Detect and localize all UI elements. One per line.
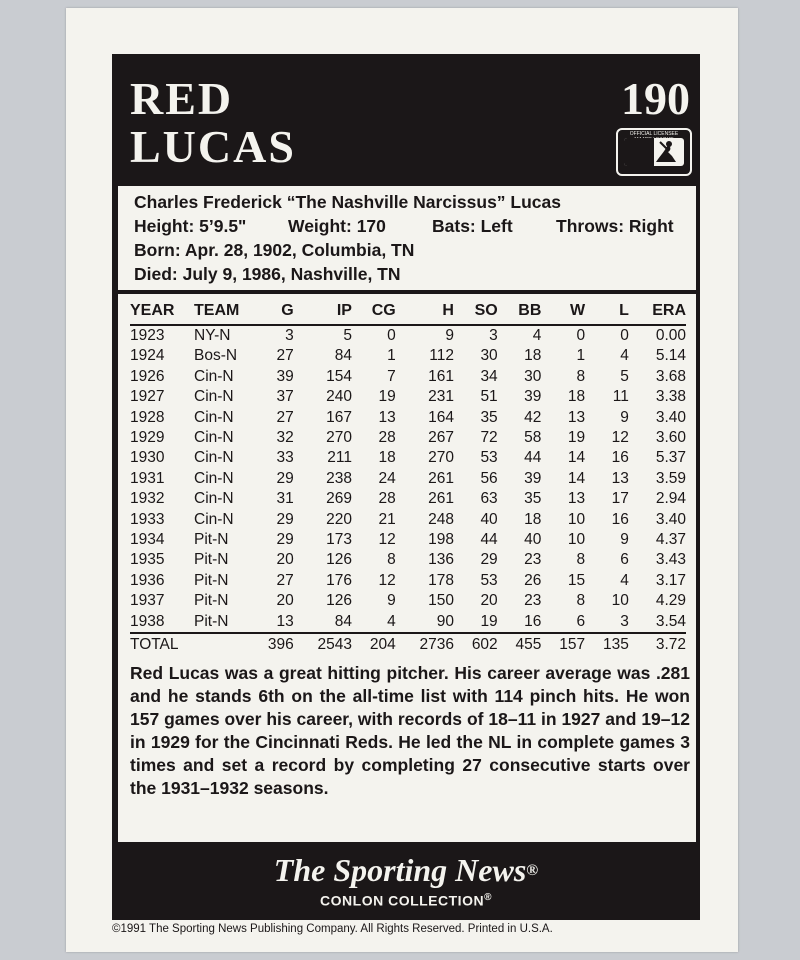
- stat-cell-so: 30: [480, 347, 498, 365]
- stat-cell-team: Cin-N: [194, 449, 234, 467]
- total-cell-so: 602: [454, 633, 498, 656]
- total-cell-team: [192, 633, 250, 656]
- stat-cell-team: NY-N: [194, 327, 231, 344]
- died: Died: July 9, 1986, Nashville, TN: [134, 264, 401, 284]
- stat-cell-bb: 23: [524, 592, 542, 610]
- stat-cell-w: 1: [576, 347, 586, 365]
- stat-cell-era: 4.37: [655, 531, 686, 549]
- logo-text: OFFICIAL LICENSEE: [629, 131, 679, 137]
- bats: Bats: Left: [432, 216, 513, 236]
- stat-cell-year: 1924: [130, 347, 165, 365]
- stat-cell-year: 1933: [130, 510, 165, 528]
- stat-cell-ip: 270: [326, 429, 352, 447]
- stat-cell-team: Bos-N: [194, 347, 238, 365]
- stat-cell-g: 39: [276, 367, 294, 385]
- stat-cell-ip: 84: [334, 612, 352, 630]
- stat-cell-cg: 28: [378, 429, 396, 447]
- stat-cell-h: 198: [428, 531, 454, 549]
- stat-cell-g: 27: [276, 347, 294, 365]
- stat-cell-ip: 173: [326, 531, 352, 549]
- total-cell-w: 157: [541, 633, 585, 656]
- stats-row: [130, 408, 686, 428]
- stat-cell-ip: 220: [326, 510, 352, 528]
- stat-cell-bb: 40: [524, 531, 542, 549]
- total-cell-g: 396: [250, 633, 294, 656]
- stat-cell-year: 1937: [130, 592, 165, 610]
- stat-cell-w: 10: [567, 510, 586, 528]
- stat-cell-so: 72: [480, 429, 498, 447]
- stat-cell-so: 3: [489, 327, 498, 344]
- stats-box: [118, 294, 696, 842]
- stat-cell-era: 3.54: [655, 612, 686, 630]
- full-name: Charles Frederick “The Nashville Narcissus” Lucas: [134, 192, 561, 212]
- column-header-h: H: [396, 298, 454, 325]
- stat-cell-so: 56: [480, 469, 498, 487]
- stat-cell-ip: 211: [327, 449, 352, 467]
- stats-row: [130, 325, 686, 346]
- collection-registered-mark: ®: [484, 892, 492, 903]
- column-header-era: ERA: [629, 298, 686, 325]
- stat-cell-cg: 21: [378, 510, 396, 528]
- stat-cell-cg: 18: [378, 449, 396, 467]
- conlon-collection: [112, 892, 700, 909]
- stat-cell-l: 5: [620, 367, 629, 385]
- stat-cell-bb: 39: [524, 388, 542, 406]
- stat-cell-year: 1929: [130, 429, 165, 447]
- total-cell-ip: 2543: [294, 633, 352, 656]
- stat-cell-g: 37: [276, 388, 294, 406]
- stats-row: [130, 612, 686, 633]
- stat-cell-bb: 44: [524, 449, 542, 467]
- stat-cell-ip: 84: [334, 347, 352, 365]
- total-cell-year: TOTAL: [130, 633, 192, 656]
- stat-cell-h: 161: [428, 367, 454, 385]
- stat-cell-ip: 154: [326, 367, 352, 385]
- stat-cell-g: 29: [276, 531, 294, 549]
- stat-cell-l: 3: [620, 612, 629, 630]
- stat-cell-era: 5.14: [655, 347, 686, 365]
- stats-row: [130, 469, 686, 489]
- stats-row: [130, 571, 686, 591]
- stat-cell-w: 19: [567, 429, 586, 447]
- stat-cell-l: 16: [611, 510, 629, 528]
- stat-cell-year: 1934: [130, 531, 165, 549]
- stats-total-row: [130, 633, 686, 656]
- stat-cell-w: 13: [567, 408, 586, 426]
- stat-cell-ip: 269: [326, 490, 352, 508]
- stat-cell-ip: 238: [326, 469, 352, 487]
- stat-cell-g: 29: [276, 510, 294, 528]
- weight: Weight: 170: [288, 216, 386, 236]
- batter-silhouette-icon: [624, 138, 684, 166]
- stat-cell-year: 1935: [130, 551, 165, 569]
- stat-cell-h: 270: [428, 449, 454, 467]
- stat-cell-team: Cin-N: [194, 367, 234, 385]
- total-cell-era: 3.72: [629, 633, 686, 656]
- stat-cell-w: 8: [576, 592, 586, 610]
- stat-cell-year: 1936: [130, 571, 165, 589]
- brand-registered-mark: ®: [526, 862, 539, 879]
- stat-cell-ip: 176: [326, 571, 352, 589]
- stat-cell-l: 16: [611, 449, 629, 467]
- stat-cell-team: Cin-N: [194, 469, 234, 487]
- stat-cell-h: 164: [428, 408, 454, 426]
- stat-cell-era: 3.60: [655, 429, 686, 447]
- stat-cell-so: 51: [480, 388, 498, 406]
- stats-row: [130, 448, 686, 468]
- throws: Throws: Right: [556, 216, 674, 236]
- bio-box: [118, 186, 696, 290]
- stat-cell-era: 0.00: [655, 327, 686, 344]
- total-cell-h: 2736: [396, 633, 454, 656]
- stat-cell-h: 261: [428, 469, 454, 487]
- column-header-so: SO: [454, 298, 498, 325]
- stats-row: [130, 387, 686, 407]
- stat-cell-ip: 167: [326, 408, 352, 426]
- career-summary: Red Lucas was a great hitting pitcher. His career average was .281 and he stands 6th on the all-time list with 114 pinch hits. He won 157 games over his career, with records of 18–11 in 1927 and 19–12 in 1929 for the Cincinnati Reds. He led the NL in complete games 3 times and set a record by completing 27 consecutive starts over the 1931–1932 seasons.: [130, 663, 690, 798]
- stat-cell-g: 27: [276, 571, 294, 589]
- player-first-name: RED: [130, 73, 234, 124]
- stats-row: [130, 346, 686, 366]
- stat-cell-ip: 126: [326, 592, 352, 610]
- stat-cell-l: 9: [620, 531, 629, 549]
- stat-cell-cg: 28: [378, 490, 396, 508]
- stat-cell-cg: 12: [378, 571, 396, 589]
- stat-cell-era: 3.38: [655, 388, 686, 406]
- stat-cell-w: 6: [576, 612, 586, 630]
- stats-row: [130, 530, 686, 550]
- stat-cell-so: 44: [480, 531, 498, 549]
- column-header-g: G: [250, 298, 294, 325]
- mlb-logo-icon: [616, 128, 692, 176]
- stat-cell-bb: 39: [524, 469, 542, 487]
- stat-cell-cg: 1: [387, 347, 396, 365]
- stat-cell-era: 3.59: [655, 469, 686, 487]
- stat-cell-bb: 16: [524, 612, 542, 630]
- column-header-team: TEAM: [192, 298, 250, 325]
- stat-cell-year: 1926: [130, 367, 165, 385]
- stat-cell-year: 1927: [130, 388, 165, 406]
- stat-cell-bb: 42: [524, 408, 542, 426]
- stat-cell-team: Cin-N: [194, 388, 234, 406]
- stat-cell-so: 53: [480, 571, 498, 589]
- stats-row: [130, 550, 686, 570]
- stat-cell-so: 19: [480, 612, 498, 630]
- total-cell-cg: 204: [352, 633, 396, 656]
- pitching-stats-table: [130, 298, 686, 656]
- stat-cell-team: Pit-N: [194, 531, 229, 549]
- stat-cell-g: 29: [276, 469, 294, 487]
- stat-cell-era: 3.17: [655, 571, 686, 589]
- stat-cell-era: 3.40: [655, 510, 686, 528]
- stat-cell-l: 6: [620, 551, 629, 569]
- stat-cell-team: Pit-N: [194, 571, 229, 589]
- stat-cell-l: 10: [611, 592, 629, 610]
- stat-cell-l: 9: [620, 408, 629, 426]
- stat-cell-year: 1923: [130, 327, 165, 344]
- stats-row: [130, 489, 686, 509]
- stat-cell-cg: 8: [387, 551, 396, 569]
- stat-cell-bb: 30: [524, 367, 542, 385]
- stat-cell-g: 33: [276, 449, 294, 467]
- stat-cell-team: Pit-N: [194, 551, 229, 569]
- stat-cell-cg: 9: [387, 592, 396, 610]
- stat-cell-g: 3: [285, 327, 294, 344]
- stat-cell-l: 11: [612, 388, 629, 406]
- stat-cell-h: 231: [428, 388, 454, 406]
- stat-cell-h: 112: [429, 347, 454, 365]
- stat-cell-cg: 4: [387, 612, 396, 630]
- stat-cell-year: 1932: [130, 490, 165, 508]
- stat-cell-h: 261: [428, 490, 454, 508]
- stat-cell-l: 4: [620, 571, 629, 589]
- stat-cell-cg: 24: [378, 469, 396, 487]
- stat-cell-so: 34: [480, 367, 498, 385]
- stat-cell-l: 0: [620, 327, 629, 344]
- stat-cell-w: 14: [567, 449, 586, 467]
- stat-cell-team: Pit-N: [194, 592, 229, 610]
- stat-cell-w: 10: [567, 531, 586, 549]
- stat-cell-so: 35: [480, 408, 498, 426]
- stat-cell-ip: 126: [326, 551, 352, 569]
- height: Height: 5’9.5": [134, 216, 247, 236]
- total-cell-l: 135: [585, 633, 629, 656]
- stat-cell-ip: 5: [343, 327, 352, 344]
- stat-cell-h: 267: [428, 429, 454, 447]
- column-header-ip: IP: [294, 298, 352, 325]
- stat-cell-so: 20: [480, 592, 498, 610]
- stat-cell-bb: 35: [524, 490, 542, 508]
- stat-cell-h: 90: [436, 612, 454, 630]
- player-last-name: LUCAS: [130, 121, 296, 172]
- collection-name: CONLON COLLECTION: [320, 892, 485, 909]
- stats-row: [130, 367, 686, 387]
- stat-cell-bb: 23: [524, 551, 542, 569]
- stat-cell-h: 136: [428, 551, 454, 569]
- stat-cell-so: 40: [480, 510, 498, 528]
- stat-cell-w: 15: [567, 571, 586, 589]
- stat-cell-era: 3.68: [655, 367, 686, 385]
- stat-cell-cg: 12: [378, 531, 396, 549]
- stat-cell-so: 29: [480, 551, 498, 569]
- stat-cell-g: 20: [276, 592, 294, 610]
- stat-cell-cg: 13: [378, 408, 396, 426]
- stat-cell-cg: 0: [387, 327, 396, 344]
- column-header-year: YEAR: [130, 298, 192, 325]
- stat-cell-era: 3.43: [655, 551, 686, 569]
- stat-cell-so: 63: [480, 490, 498, 508]
- stat-cell-team: Cin-N: [194, 510, 234, 528]
- stats-header-row: [130, 298, 686, 325]
- stat-cell-w: 13: [567, 490, 586, 508]
- stat-cell-h: 248: [428, 510, 454, 528]
- stat-cell-g: 13: [276, 612, 294, 630]
- stat-cell-h: 178: [428, 571, 454, 589]
- stat-cell-l: 4: [620, 347, 629, 365]
- stat-cell-era: 4.29: [655, 592, 686, 610]
- column-header-w: W: [541, 298, 585, 325]
- stat-cell-bb: 58: [524, 429, 542, 447]
- born: Born: Apr. 28, 1902, Columbia, TN: [134, 240, 415, 260]
- stats-row: [130, 510, 686, 530]
- stat-cell-team: Cin-N: [194, 429, 234, 447]
- column-header-l: L: [585, 298, 629, 325]
- stat-cell-so: 53: [480, 449, 498, 467]
- stat-cell-year: 1931: [130, 469, 165, 487]
- stat-cell-l: 12: [611, 429, 629, 447]
- stat-cell-l: 17: [611, 490, 629, 508]
- stat-cell-g: 31: [276, 490, 294, 508]
- stat-cell-team: Cin-N: [194, 408, 234, 426]
- stat-cell-w: 8: [576, 367, 586, 385]
- stat-cell-w: 8: [576, 551, 586, 569]
- card-number: 190: [621, 73, 690, 124]
- copyright-line: ©1991 The Sporting News Publishing Company. All Rights Reserved. Printed in U.S.A.: [112, 923, 553, 935]
- stat-cell-team: Cin-N: [194, 490, 234, 508]
- stat-cell-team: Pit-N: [194, 612, 229, 630]
- total-cell-bb: 455: [498, 633, 542, 656]
- stat-cell-bb: 18: [524, 347, 542, 365]
- stat-cell-h: 150: [428, 592, 454, 610]
- stat-cell-era: 3.40: [655, 408, 686, 426]
- stat-cell-cg: 19: [378, 388, 396, 406]
- stat-cell-w: 18: [567, 388, 586, 406]
- stat-cell-g: 32: [276, 429, 294, 447]
- stat-cell-bb: 18: [524, 510, 542, 528]
- stat-cell-cg: 7: [387, 367, 396, 385]
- stat-cell-year: 1928: [130, 408, 165, 426]
- stat-cell-year: 1938: [130, 612, 165, 630]
- stat-cell-bb: 4: [532, 327, 542, 344]
- column-header-cg: CG: [352, 298, 396, 325]
- column-header-bb: BB: [498, 298, 542, 325]
- stat-cell-ip: 240: [326, 388, 352, 406]
- stat-cell-w: 0: [576, 327, 586, 344]
- stat-cell-g: 20: [276, 551, 294, 569]
- stat-cell-g: 27: [276, 408, 294, 426]
- stat-cell-l: 13: [611, 469, 629, 487]
- stats-row: [130, 591, 686, 611]
- stats-row: [130, 428, 686, 448]
- stat-cell-year: 1930: [130, 449, 165, 467]
- stat-cell-era: 2.94: [655, 490, 686, 508]
- stat-cell-era: 5.37: [655, 449, 686, 467]
- stat-cell-h: 9: [445, 327, 454, 344]
- stat-cell-w: 14: [567, 469, 586, 487]
- sporting-news-brand: [112, 852, 700, 889]
- stat-cell-bb: 26: [524, 571, 542, 589]
- brand-name: The Sporting News: [273, 852, 527, 888]
